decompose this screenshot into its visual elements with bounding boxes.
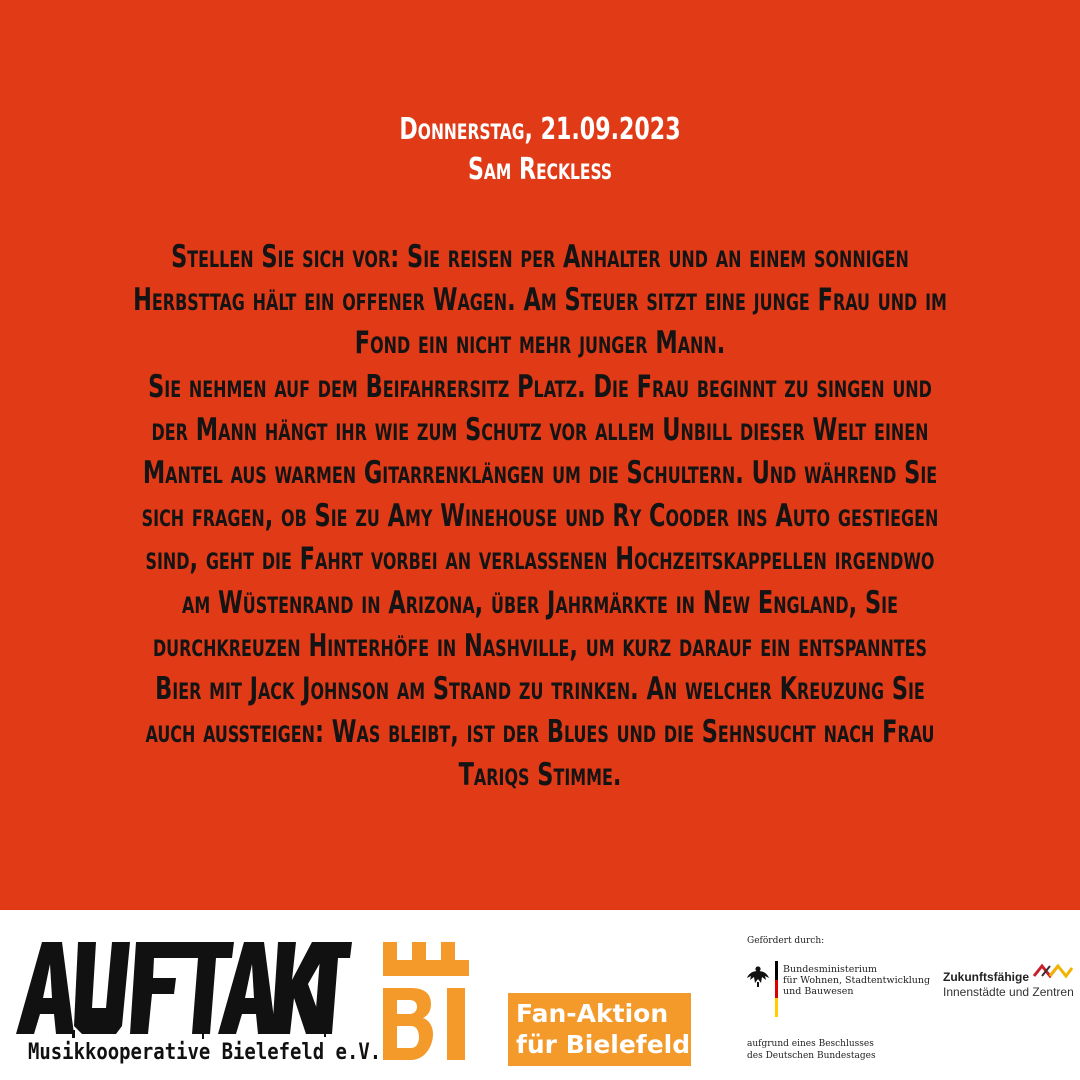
auftakt-logo bbox=[12, 934, 352, 1039]
fan-aktion-line1: Fan-Aktion bbox=[516, 999, 669, 1028]
description-line: am Wüstenrand in Arizona, über Jahrmärkte in New England, Sie bbox=[182, 584, 898, 621]
german-flag-bar bbox=[775, 961, 778, 1017]
description-line: Stellen Sie sich vor: Sie reisen per Anhalter und an einem sonnigen bbox=[171, 239, 909, 275]
fan-aktion-line2: für Bielefeld bbox=[516, 1030, 691, 1059]
description-line: Herbsttag hält ein offener Wagen. Am Steuer sitzt eine junge Frau und im bbox=[133, 282, 947, 319]
artist-name: Sam Reckless bbox=[467, 152, 613, 187]
bi-logo bbox=[383, 942, 469, 1067]
sponsor-footer bbox=[0, 910, 1080, 1080]
zukunft-innenstaedte-logo bbox=[943, 970, 1074, 1000]
funding-label: Gefördert durch: bbox=[747, 936, 825, 946]
zukunft-line2: Innenstädte und Zentren bbox=[943, 985, 1074, 999]
description-line: sich fragen, ob Sie zu Amy Winehouse und Ry Cooder ins Auto gestiegen bbox=[141, 498, 939, 535]
description-line: Bier mit Jack Johnson am Strand zu trinken. An welcher Kreuzung Sie bbox=[155, 671, 925, 708]
description-line: Mantel aus warmen Gitarrenklängen um die Schultern. Und während Sie bbox=[142, 455, 938, 492]
federal-eagle-icon bbox=[746, 964, 770, 988]
description-line: Sie nehmen auf dem Beifahrersitz Platz. Die Frau beginnt zu singen und bbox=[148, 368, 932, 405]
auftakt-subtitle: Musikkooperative Bielefeld e.V. bbox=[28, 1040, 382, 1065]
description-line: sind, geht die Fahrt vorbei an verlassenen Hochzeitskappellen irgendwo bbox=[145, 541, 935, 578]
fan-aktion-logo bbox=[508, 993, 691, 1066]
bundestag-resolution: aufgrund eines Beschlusses des Deutschen Bundestages bbox=[747, 1039, 876, 1061]
description-line: Fond ein nicht mehr junger Mann. bbox=[354, 325, 726, 362]
zukunft-line1: Zukunftsfähige bbox=[943, 970, 1029, 984]
description-line: auch aussteigen: Was bleibt, ist der Blues und die Sehnsucht nach Frau bbox=[145, 714, 935, 751]
description-line: durchkreuzen Hinterhöfe in Nashville, um kurz darauf ein entspanntes bbox=[152, 627, 928, 664]
description-line: der Mann hängt ihr wie zum Schutz vor allem Unbill dieser Welt einen bbox=[151, 411, 929, 448]
event-date: Donnerstag, 21.09.2023 bbox=[399, 112, 681, 147]
description-line: Tariqs Stimme. bbox=[458, 757, 622, 794]
event-description bbox=[41, 236, 1039, 798]
event-header bbox=[97, 110, 983, 190]
ministry-name: Bundesministerium für Wohnen, Stadtentwicklung und Bauwesen bbox=[783, 964, 931, 997]
